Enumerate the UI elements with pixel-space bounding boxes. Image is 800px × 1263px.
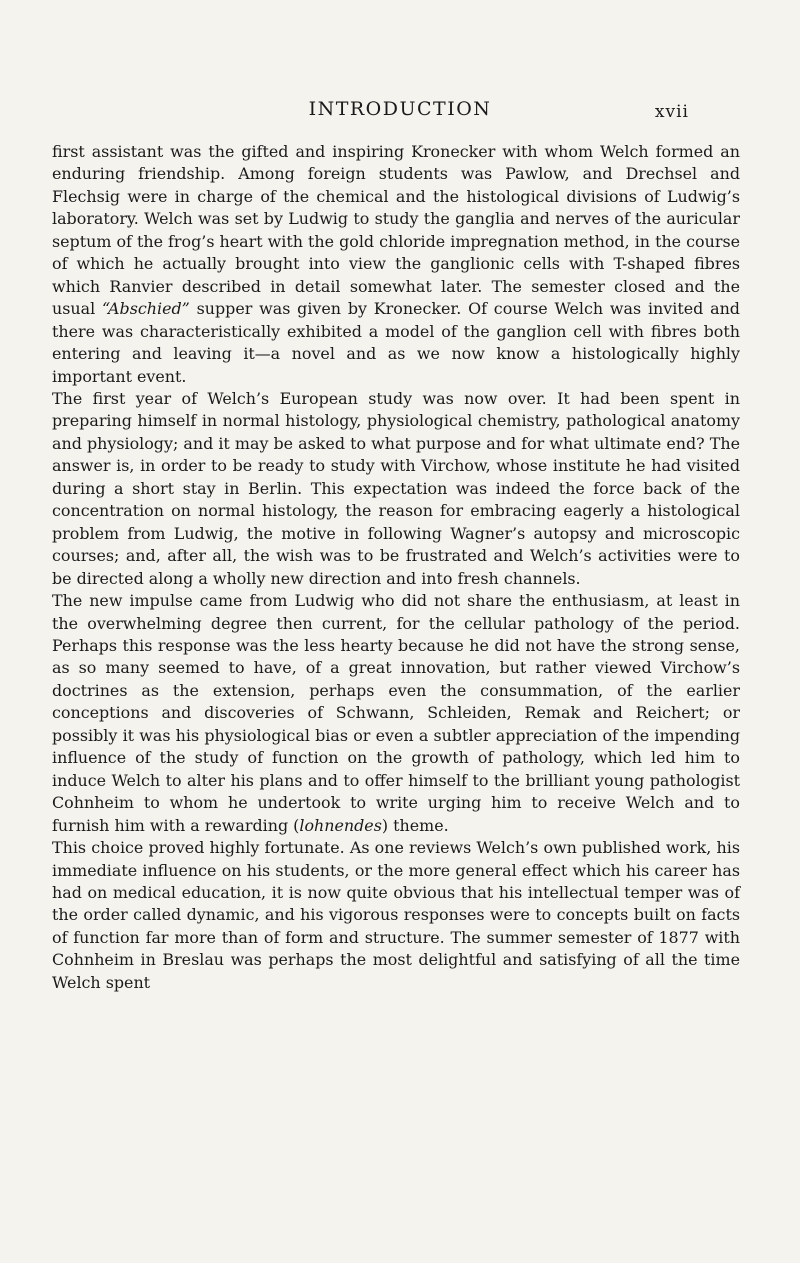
body-text	[52, 141, 740, 994]
paragraph-text: first assistant was the gifted and inspiring Kronecker with whom Welch formed an enduring friendship. Among foreign students was Pawlow, and Drechsel and Flechsig were in charge of the chemical and the histological divisions of Ludwig’s laboratory. Welch was set by Ludwig to study the ganglia and nerves of the auricular septum of the frog’s heart with the gold chloride impregnation method, in the course of which he actually brought into view the ganglionic cells with T-shaped fibres which Ranvier described in detail somewhat later. The semester closed and the usual	[52, 142, 740, 319]
running-head	[0, 98, 800, 128]
paragraph-text: supper was given by Kronecker. Of course Welch was invited and there was characteristically exhibited a model of the ganglion cell with fibres both entering and leaving it—a novel and as we now know a histologically highly important event.	[52, 299, 740, 386]
paragraph	[52, 388, 740, 590]
paragraph	[52, 590, 740, 837]
paragraph	[52, 141, 740, 388]
paragraph	[52, 837, 740, 994]
paragraph-text: The new impulse came from Ludwig who did not share the enthusiasm, at least in the overwhelming degree then current, for the cellular pathology of the period. Perhaps this response was the less hearty because he did not have the strong sense, as so many seemed to have, of a great innovation, but rather viewed Virchow’s doctrines as the extension, perhaps even the consummation, of the earlier conceptions and discoveries of Schwann, Schleiden, Remak and Reichert; or possibly it was his physiological bias or even a subtler appreciation of the impending influence of the study of function on the growth of pathology, which led him to induce Welch to alter his plans and to offer himself to the brilliant young pathologist Cohnheim to whom he undertook to write urging him to receive Welch and to furnish him with a rewarding (	[52, 591, 740, 835]
page-number: xvii	[654, 102, 689, 122]
italic-term-lohnendes: lohnendes	[299, 815, 382, 835]
paragraph-text: ) theme.	[381, 815, 449, 835]
italic-term-abschied: “Abschied”	[101, 299, 190, 319]
paragraph-text: This choice proved highly fortunate. As one reviews Welch’s own published work, his immediate influence on his students, or the more general effect which his career has had on medical education, it is now quite obvious that his intellectual temper was of the order called dynamic, and his vigorous responses were to concepts built on facts of function far more than of form and structure. The summer semester of 1877 with Cohnheim in Breslau was perhaps the most delightful and satisfying of all the time Welch spent	[52, 838, 740, 992]
running-head-title: INTRODUCTION	[308, 98, 492, 120]
paragraph-text: The first year of Welch’s European study was now over. It had been spent in preparing himself in normal histology, physiological chemistry, pathological anatomy and physiology; and it may be asked to what purpose and for what ultimate end? The answer is, in order to be ready to study with Virchow, whose institute he had visited during a short stay in Berlin. This expectation was indeed the force back of the concentration on normal histology, the reason for embracing eagerly a histological problem from Ludwig, the motive in following Wagner’s autopsy and microscopic courses; and, after all, the wish was to be frustrated and Welch’s activities were to be directed along a wholly new direction and into fresh channels.	[52, 388, 740, 588]
